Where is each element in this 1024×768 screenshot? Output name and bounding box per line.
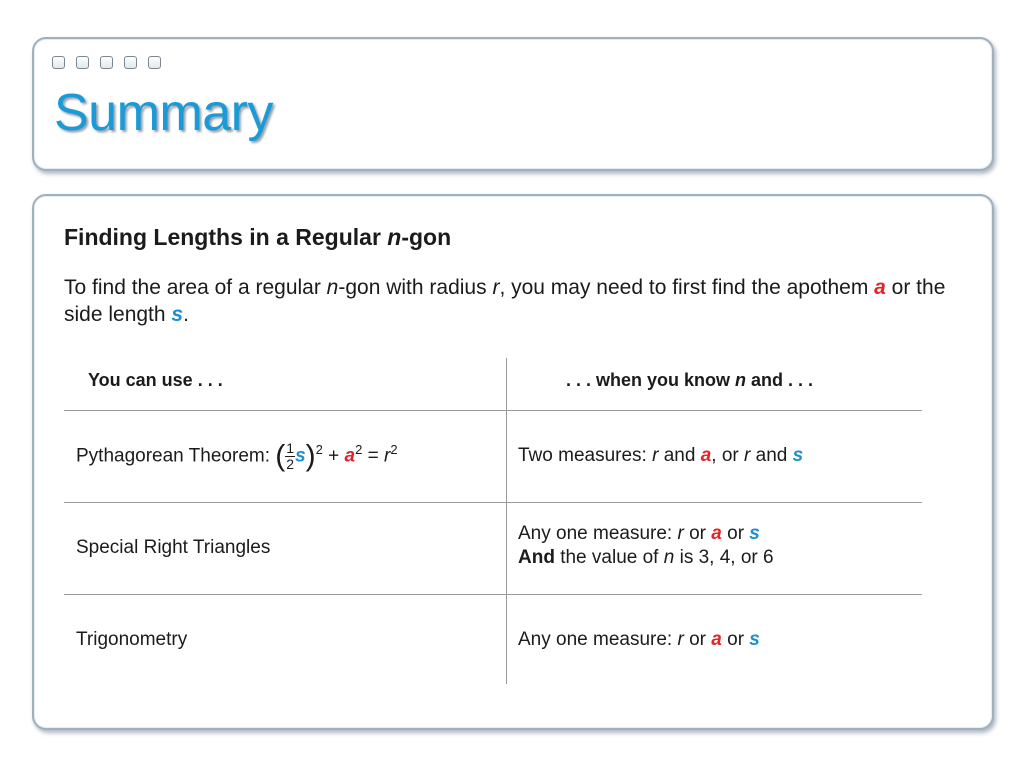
- side-length-symbol: s: [171, 303, 184, 326]
- heading-n: n: [387, 224, 402, 250]
- condition-cell: Any one measure: r or a or s: [518, 629, 760, 650]
- content-panel: [32, 194, 994, 730]
- method-cell: Pythagorean Theorem: ( $\frac{1}{2}$ $s)^2 + a^2 = r^2$: [76, 439, 398, 473]
- square-icon: [124, 56, 137, 69]
- intro-paragraph: To find the area of a regular n-gon with radius r, you may need to first find the apothem a or the side length s.: [64, 276, 946, 326]
- heading-prefix: Finding Lengths in a Regular: [64, 224, 388, 250]
- table-row: [64, 594, 922, 684]
- square-icon: [100, 56, 113, 69]
- header-you-can-use: You can use . . .: [88, 370, 223, 390]
- square-icon: [52, 56, 65, 69]
- slide-title: Summary: [54, 84, 273, 142]
- method-cell: Special Right Triangles: [76, 537, 271, 558]
- table-row: [64, 502, 922, 594]
- square-icon: [148, 56, 161, 69]
- heading-suffix: -gon: [401, 224, 452, 250]
- condition-cell: Two measures: r and a, or r and s: [518, 445, 804, 466]
- section-heading: [64, 224, 451, 251]
- apothem-symbol: a: [874, 276, 886, 299]
- header-when-you-know: . . . when you know n and . . .: [566, 370, 814, 390]
- square-icon: [76, 56, 89, 69]
- title-panel: [32, 37, 994, 171]
- table-row: [64, 410, 922, 502]
- condition-cell: Any one measure: r or a or s And the value of n is 3, 4, or 6: [518, 523, 774, 568]
- method-cell: Trigonometry: [76, 629, 188, 650]
- decorative-squares: [52, 56, 161, 69]
- fraction: $\frac{1}{2}$: [286, 439, 295, 472]
